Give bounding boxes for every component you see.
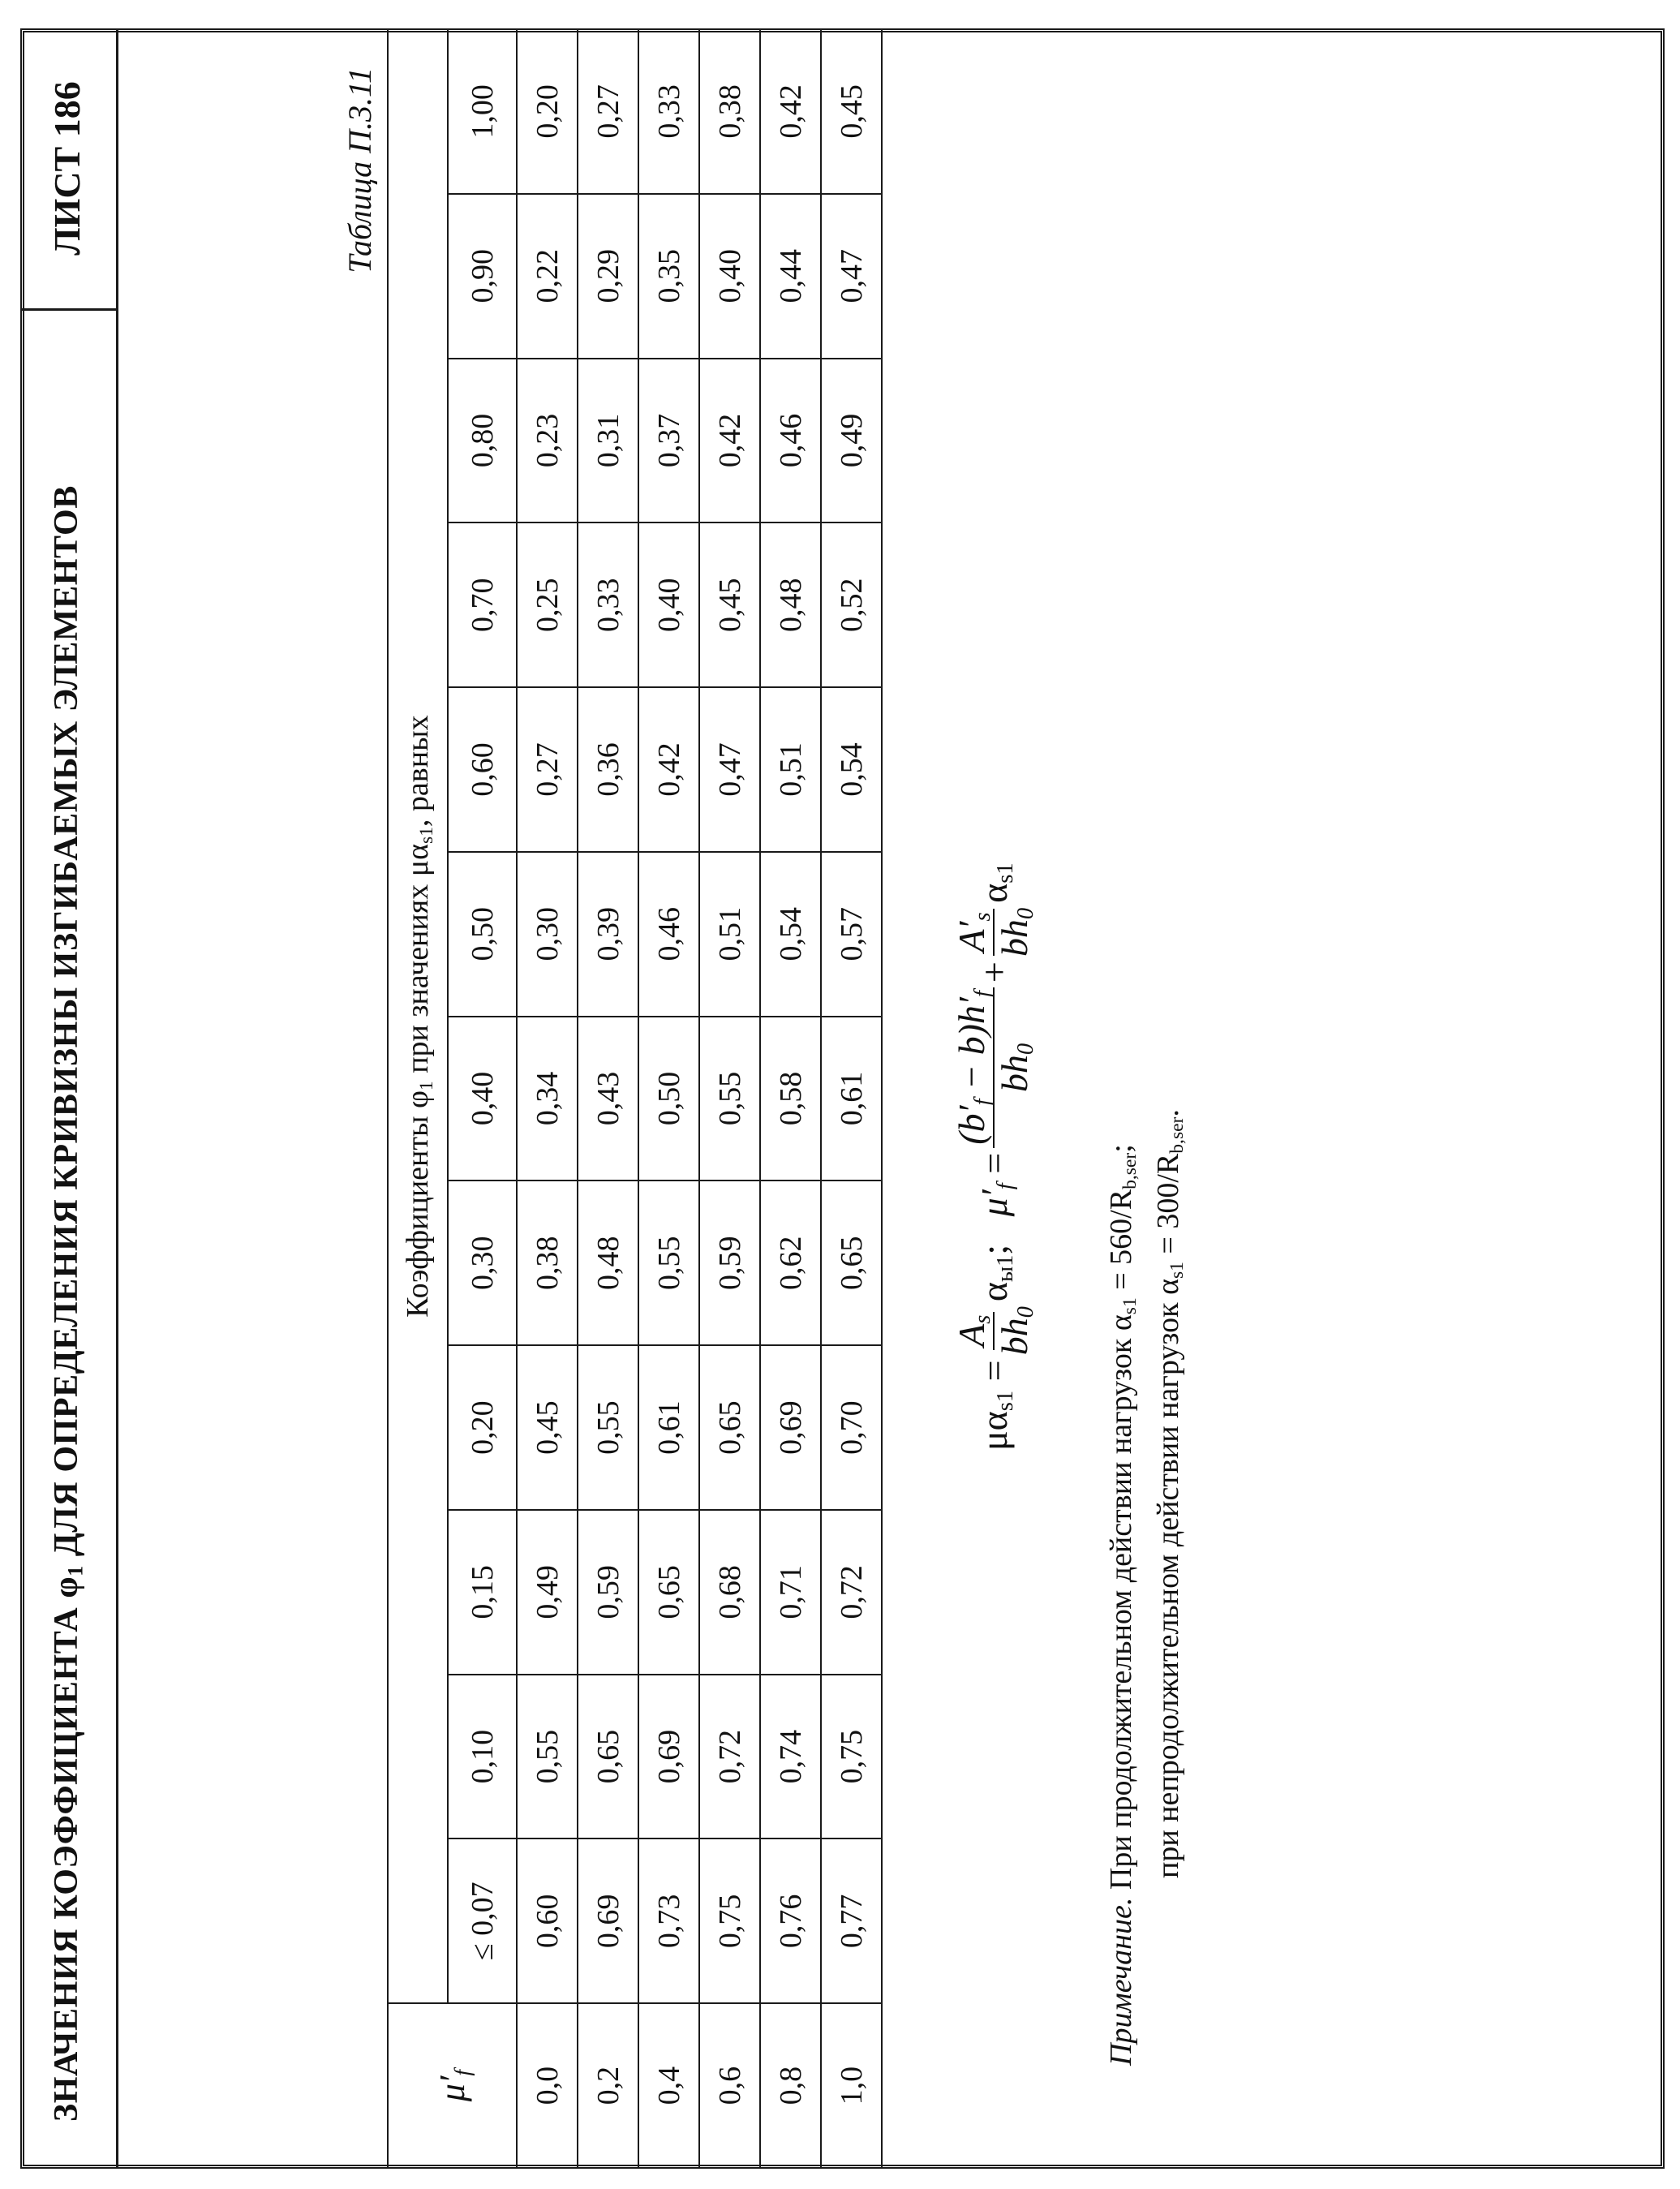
row-header-mu-f bbox=[388, 2003, 517, 2168]
column-header: ≤ 0,07 bbox=[448, 1839, 517, 2003]
row-header-sub: f bbox=[449, 2069, 475, 2076]
table-cell: 0,72 bbox=[699, 1675, 760, 1839]
table-cell: 0,73 bbox=[638, 1839, 699, 2003]
table-cell: 0,59 bbox=[578, 1510, 638, 1675]
table-cell: 0,69 bbox=[638, 1675, 699, 1839]
column-header-row bbox=[448, 29, 517, 2168]
table-cell: 0,58 bbox=[760, 1017, 821, 1181]
table-cell: 0,27 bbox=[517, 687, 578, 852]
table-cell: 0,37 bbox=[638, 359, 699, 523]
table-cell: 0,44 bbox=[760, 194, 821, 359]
row-label: 0,6 bbox=[699, 2003, 760, 2168]
table-cell: 0,49 bbox=[821, 359, 882, 523]
table-row bbox=[699, 29, 760, 2168]
table-cell: 0,65 bbox=[638, 1510, 699, 1675]
column-header: 0,60 bbox=[448, 687, 517, 852]
page-title bbox=[47, 485, 86, 2122]
table-cell: 0,30 bbox=[517, 852, 578, 1017]
row-header-text: μ′ bbox=[432, 2075, 472, 2102]
table-cell: 0,39 bbox=[578, 852, 638, 1017]
column-header: 0,15 bbox=[448, 1510, 517, 1675]
table-cell: 0,46 bbox=[760, 359, 821, 523]
table-cell: 0,38 bbox=[517, 1181, 578, 1345]
fraction-as-bh0: $A_s$ $bh_0$ bbox=[951, 1306, 1039, 1356]
table-cell: 0,51 bbox=[699, 852, 760, 1017]
sheet-number: ЛИСТ 186 bbox=[46, 81, 88, 256]
column-header: 0,90 bbox=[448, 194, 517, 359]
table-cell: 0,76 bbox=[760, 1839, 821, 2003]
table-cell: 0,54 bbox=[821, 687, 882, 852]
formula-alpha-s1: $\alpha_{s1}$ bbox=[973, 862, 1018, 903]
table-cell: 0,71 bbox=[760, 1510, 821, 1675]
column-header: 0,20 bbox=[448, 1345, 517, 1510]
table-cell: 0,48 bbox=[578, 1181, 638, 1345]
note-line-2: при непродолжительном действии нагрузок $\alpha_{s1} = 300/R_{b,ser}$. bbox=[1151, 1109, 1188, 1878]
table-cell: 0,42 bbox=[760, 29, 821, 194]
row-label: 0,2 bbox=[578, 2003, 638, 2168]
formula-plus: + bbox=[973, 961, 1015, 983]
row-label: 0,4 bbox=[638, 2003, 699, 2168]
column-header: 0,80 bbox=[448, 359, 517, 523]
table-cell: 0,69 bbox=[578, 1839, 638, 2003]
table-cell: 0,51 bbox=[760, 687, 821, 852]
table-cell: 0,52 bbox=[821, 523, 882, 687]
table-cell: 0,68 bbox=[699, 1510, 760, 1675]
table-cell: 0,42 bbox=[699, 359, 760, 523]
table-cell: 0,77 bbox=[821, 1839, 882, 2003]
table-cell: 0,49 bbox=[517, 1510, 578, 1675]
table-row bbox=[517, 29, 578, 2168]
table-cell: 0,54 bbox=[760, 852, 821, 1017]
table-cell: 0,65 bbox=[821, 1181, 882, 1345]
column-header: 0,10 bbox=[448, 1675, 517, 1839]
table-cell: 0,47 bbox=[699, 687, 760, 852]
table-cell: 0,33 bbox=[638, 29, 699, 194]
row-label: 0,8 bbox=[760, 2003, 821, 2168]
table-cell: 0,45 bbox=[821, 29, 882, 194]
table-row bbox=[760, 29, 821, 2168]
group-header-sub2: s1 bbox=[415, 827, 437, 844]
table-row bbox=[821, 29, 882, 2168]
table-cell: 0,74 bbox=[760, 1675, 821, 1839]
table-cell: 0,45 bbox=[517, 1345, 578, 1510]
note-line-1: Примечание. При продолжительном действии нагрузок $\alpha_{s1} = 560/R_{b,ser}$; bbox=[1104, 1144, 1141, 2066]
table-cell: 0,62 bbox=[760, 1181, 821, 1345]
table-cell: 0,65 bbox=[578, 1675, 638, 1839]
table-cell: 0,33 bbox=[578, 523, 638, 687]
group-header-sub1: 1 bbox=[415, 1081, 437, 1091]
table-cell: 0,42 bbox=[638, 687, 699, 852]
table-cell: 0,34 bbox=[517, 1017, 578, 1181]
table-cell: 0,27 bbox=[578, 29, 638, 194]
table-row bbox=[638, 29, 699, 2168]
column-header: 0,70 bbox=[448, 523, 517, 687]
formula bbox=[941, 862, 1046, 1451]
table-header-row bbox=[388, 29, 448, 2168]
table-cell: 0,55 bbox=[578, 1345, 638, 1510]
row-label: 1,0 bbox=[821, 2003, 882, 2168]
table-cell: 0,70 bbox=[821, 1345, 882, 1510]
table-cell: 0,45 bbox=[699, 523, 760, 687]
table-cell: 0,22 bbox=[517, 194, 578, 359]
table-cell: 0,29 bbox=[578, 194, 638, 359]
table-cell: 0,50 bbox=[638, 1017, 699, 1181]
table-cell: 0,59 bbox=[699, 1181, 760, 1345]
table-cell: 0,40 bbox=[699, 194, 760, 359]
group-header-post: , равных bbox=[401, 715, 435, 828]
table-cell: 0,43 bbox=[578, 1017, 638, 1181]
table-cell: 0,61 bbox=[821, 1017, 882, 1181]
row-label: 0,0 bbox=[517, 2003, 578, 2168]
table-cell: 0,55 bbox=[638, 1181, 699, 1345]
table-cell: 0,31 bbox=[578, 359, 638, 523]
table-cell: 0,57 bbox=[821, 852, 882, 1017]
table-cell: 0,55 bbox=[699, 1017, 760, 1181]
table-cell: 0,72 bbox=[821, 1510, 882, 1675]
table-cell: 0,69 bbox=[760, 1345, 821, 1510]
table-row bbox=[578, 29, 638, 2168]
table-cell: 0,40 bbox=[638, 523, 699, 687]
column-header: 0,30 bbox=[448, 1181, 517, 1345]
table-cell: 0,55 bbox=[517, 1675, 578, 1839]
title-text: ЗНАЧЕНИЯ КОЭФФИЦИЕНТА φ bbox=[48, 1576, 85, 2122]
table-label: Таблица П.3.11 bbox=[342, 67, 378, 273]
fraction-as-prime: $A'_s$ $bh_0$ bbox=[951, 907, 1039, 957]
formula-lhs1: $\mu\alpha_{s1}$ = bbox=[973, 1360, 1018, 1451]
group-header bbox=[388, 29, 448, 2003]
table-cell: 0,48 bbox=[760, 523, 821, 687]
table-cell: 0,47 bbox=[821, 194, 882, 359]
title-text-rest: ДЛЯ ОПРЕДЕЛЕНИЯ КРИВИЗНЫ ИЗГИБАЕМЫХ ЭЛЕМЕНТОВ bbox=[48, 485, 85, 1566]
coefficients-table bbox=[387, 28, 883, 2169]
table-cell: 0,65 bbox=[699, 1345, 760, 1510]
table-cell: 0,35 bbox=[638, 194, 699, 359]
table-cell: 0,75 bbox=[699, 1839, 760, 2003]
table-cell: 0,46 bbox=[638, 852, 699, 1017]
table-cell: 0,25 bbox=[517, 523, 578, 687]
fraction-flange: $(b'_f - b)h'_f$ $bh_0$ bbox=[952, 987, 1035, 1148]
column-header: 0,40 bbox=[448, 1017, 517, 1181]
note-label: Примечание. bbox=[1104, 1897, 1138, 2066]
title-sub: 1 bbox=[63, 1565, 88, 1576]
sheet-divider bbox=[20, 308, 118, 311]
table-cell: 0,36 bbox=[578, 687, 638, 852]
table-cell: 0,20 bbox=[517, 29, 578, 194]
column-header: 0,50 bbox=[448, 852, 517, 1017]
group-header-text: Коэффициенты φ bbox=[401, 1090, 435, 1318]
table-cell: 0,75 bbox=[821, 1675, 882, 1839]
table-cell: 0,38 bbox=[699, 29, 760, 194]
table-cell: 0,61 bbox=[638, 1345, 699, 1510]
formula-alpha1: $\alpha_{ы1}$; $\mu'_f$ = bbox=[973, 1152, 1018, 1302]
table-cell: 0,60 bbox=[517, 1839, 578, 2003]
column-header: 1,00 bbox=[448, 29, 517, 194]
group-header-mid: при значениях μα bbox=[401, 844, 435, 1082]
table-cell: 0,23 bbox=[517, 359, 578, 523]
